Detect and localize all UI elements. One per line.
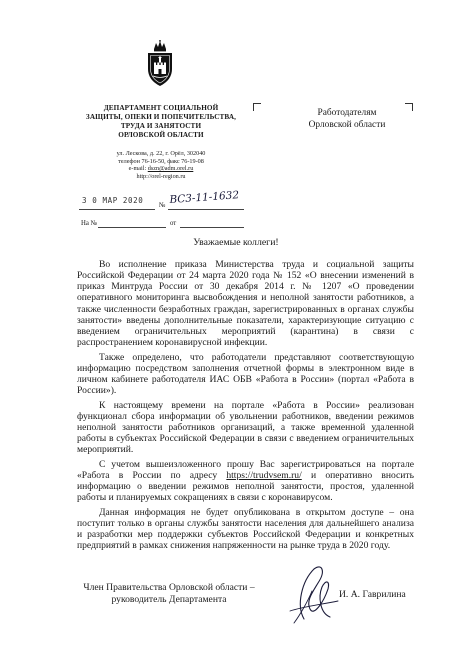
body-paragraph bbox=[77, 459, 414, 504]
trudvsem-link[interactable]: https://trudvsem.ru/ bbox=[226, 469, 302, 481]
body-text-fragment: С учетом вышеизложенного прошу Вас зарегистрироваться на портале «Работа в России по адресу bbox=[77, 458, 414, 481]
body-paragraph: Во исполнение приказа Министерства труда и социальной защиты Российской Федерации от 24 марта 2020 года № 152 «О внесении изменений в приказ Минтруда России от 30 декабря 2014 г. № 1207 «О проведении оперативного мониторинга высвобождения и неполной занятости работников, а также численности безработных граждан, зарегистрированных в органах службы занятости» введены дополнительные показатели, характеризующие ситуацию с введением ограничительных мероприятий (карантина) в связи с распространением коронавирусной инфекции. bbox=[77, 259, 414, 349]
body-paragraph: Данная информация не будет опубликована в открытом доступе – она поступит только в органы службы занятости населения для дальнейшего анализа и разработки мер поддержки субъектов Российской Федерации и конкретных предприятий в рамках снижения напряженности на рынке труда в 2020 году. bbox=[77, 506, 414, 552]
department-phone: телефон 76-16-50, факс 76-19-08 bbox=[118, 157, 204, 165]
department-name-line: ОРЛОВСКОЙ ОБЛАСТИ bbox=[118, 131, 204, 139]
body-text-fragment: и оперативно вносить информацию о введении режимов неполной занятости, простоя, удаленной работы и планируемых сокращениях в связи с коронавирусом. bbox=[77, 469, 414, 504]
department-address: ул. Лескова, д. 22, г. Орёл, 302040 bbox=[116, 150, 206, 157]
reference-date-label: от bbox=[170, 220, 177, 227]
addressee-line: Орловской области bbox=[308, 119, 386, 130]
letter-body bbox=[77, 259, 414, 555]
department-email-row bbox=[78, 165, 244, 173]
department-website: http://orel-region.ru bbox=[136, 172, 186, 180]
registration-number: ВС3-11-1632 bbox=[169, 189, 240, 206]
department-name-line: ТРУДА И ЗАНЯТОСТИ bbox=[120, 122, 202, 130]
signer-name: И. А. Гаврилина bbox=[339, 589, 406, 600]
reference-number-label: На № bbox=[81, 220, 98, 227]
greeting: Уважаемые коллеги! bbox=[193, 237, 279, 248]
department-name-line: ДЕПАРТАМЕНТ СОЦИАЛЬНОЙ bbox=[103, 104, 219, 112]
body-paragraph: К настоящему времени на портале «Работа в России» реализован функционал сбора информации об увольнении работников, введении режимов неполной занятости работников организаций, а также временной удаленной работы в субъектах Российской Федерации в связи с введением ограничительных мероприятий. bbox=[77, 399, 414, 456]
registration-date-underline bbox=[79, 209, 155, 210]
department-name bbox=[78, 104, 244, 140]
addressee-line: Работодателям bbox=[317, 108, 377, 118]
addressee bbox=[272, 108, 422, 131]
registration-number-underline bbox=[168, 209, 244, 210]
department-contacts bbox=[78, 150, 244, 180]
department-name-line: ЗАЩИТЫ, ОПЕКИ И ПОПЕЧИТЕЛЬСТВА, bbox=[85, 113, 237, 121]
email-label: e-mail: bbox=[128, 165, 148, 173]
signer-position-line: руководитель Департамента bbox=[111, 594, 227, 605]
signer-position-line: Член Правительства Орловской области – bbox=[83, 582, 255, 593]
body-paragraph: Также определено, что работодатели представляют соответствующую информацию посредством заполнения отчетной формы в электронном виде в личном кабинете работодателя ИАС ОБВ «Работа в России» (портал «Работа в России»). bbox=[77, 351, 414, 397]
handwritten-signature bbox=[282, 561, 344, 627]
orel-coat-of-arms-icon bbox=[145, 40, 175, 88]
signer-position bbox=[64, 582, 274, 606]
reference-date-underline bbox=[180, 227, 244, 228]
registration-date-stamp: 3 0 МАР 2020 bbox=[82, 196, 144, 205]
addressee-bracket-left bbox=[253, 103, 261, 111]
registration-number-prefix: № bbox=[159, 202, 166, 209]
department-email: dszn@adm.orel.ru bbox=[147, 165, 194, 173]
reference-number-underline bbox=[98, 227, 166, 228]
